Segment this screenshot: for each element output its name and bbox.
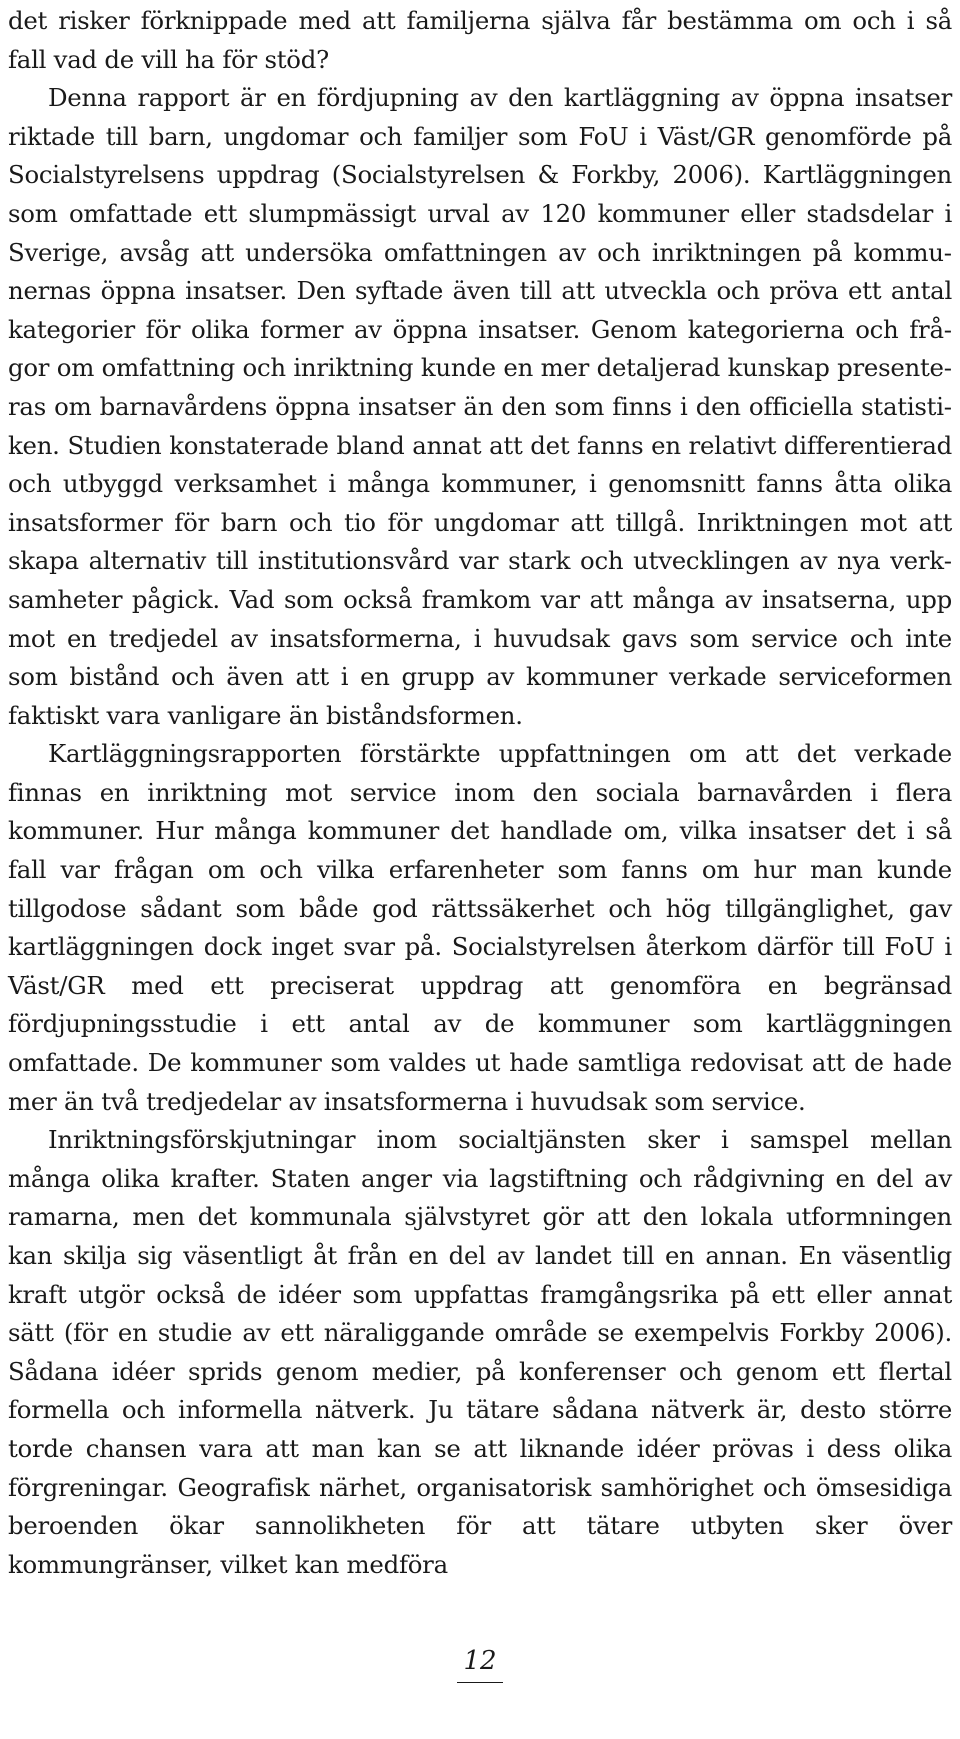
paragraph-1: det risker förknippade med att familjerna själva får bestämma om och i så fall vad de vill ha för stöd? — [8, 6, 952, 74]
page-footer — [0, 1646, 960, 1683]
page-number: 12 — [457, 1646, 502, 1683]
document-page — [8, 2, 952, 1584]
paragraph-3: Kartläggningsrapporten förstärkte uppfattningen om att det verkade finnas en inriktning mot service inom den sociala barnavården i flera kommuner. Hur många kommuner det handlade om, vilka insatser det i så fall var frågan om och vilka erfarenheter som fanns om hur man kunde tillgodose sådant som både god rättssäkerhet och hög tillgänglighet, gav kartläggningen dock inget svar på. Socialstyrelsen återkom därför till FoU i Väst/GR med ett preciserat uppdrag att genomföra en begränsad fördjupningsstudie i ett antal av de kommuner som kartläggningen omfattade. De kommuner som valdes ut hade samtliga redovisat att de hade mer än två tredjedelar av insatsformerna i huvudsak som service. — [8, 739, 952, 1116]
paragraph-4: Inriktningsförskjutningar inom socialtjänsten sker i samspel mellan många olika krafter. Staten anger via lagstiftning och rådgivning en del av ramarna, men det kommunala självstyret gör att den lokala utformningen kan skilja sig väsentligt åt från en del av landet till en annan. En väsentlig kraft utgör också de idéer som uppfattas framgångsrika på ett eller annat sätt (för en studie av ett näraliggande område se exempelvis Forkby 2006). Sådana idéer sprids genom medier, på konferenser och genom ett flertal formella och informella nätverk. Ju tätare sådana nätverk är, desto större torde chansen vara att man kan se att liknande idéer prövas i dess olika förgreningar. Geografisk närhet, organisatorisk samhörighet och ömsesidiga beroenden ökar sannolikheten för att tätare utbyten sker över kommungränser, vilket kan medföra — [8, 1125, 952, 1579]
paragraph-2: Denna rapport är en fördjupning av den kartläggning av öppna insatser riktade till barn, ungdomar och familjer som FoU i Väst/GR genomförde på Socialstyrelsens uppdrag (Socialstyrelsen & Forkby, 2006). Kartläggningen som omfattade ett slumpmässigt urval av 120 kommuner eller stadsdelar i Sverige, avsåg att undersöka omfattningen av och inriktningen på kommunernas öppna insatser. Den syftade även till att utveckla och pröva ett antal kategorier för olika former av öppna insatser. Genom kategorierna och frågor om omfattning och inriktning kunde en mer detaljerad kunskap presenteras om barnavårdens öppna insatser än den som finns i den officiella statistiken. Studien konstaterade bland annat att det fanns en relativt differentierad och utbyggd verksamhet i många kommuner, i genomsnitt fanns åtta olika insatsformer för barn och tio för ungdomar att tillgå. Inriktningen mot att skapa alternativ till institutionsvård var stark och utvecklingen av nya verksamheter pågick. Vad som också framkom var att många av insatserna, upp mot en tredjedel av insatsformerna, i huvudsak gavs som service och inte som bistånd och även att i en grupp av kommuner verkade serviceformen faktiskt vara vanligare än biståndsformen. — [8, 83, 952, 730]
